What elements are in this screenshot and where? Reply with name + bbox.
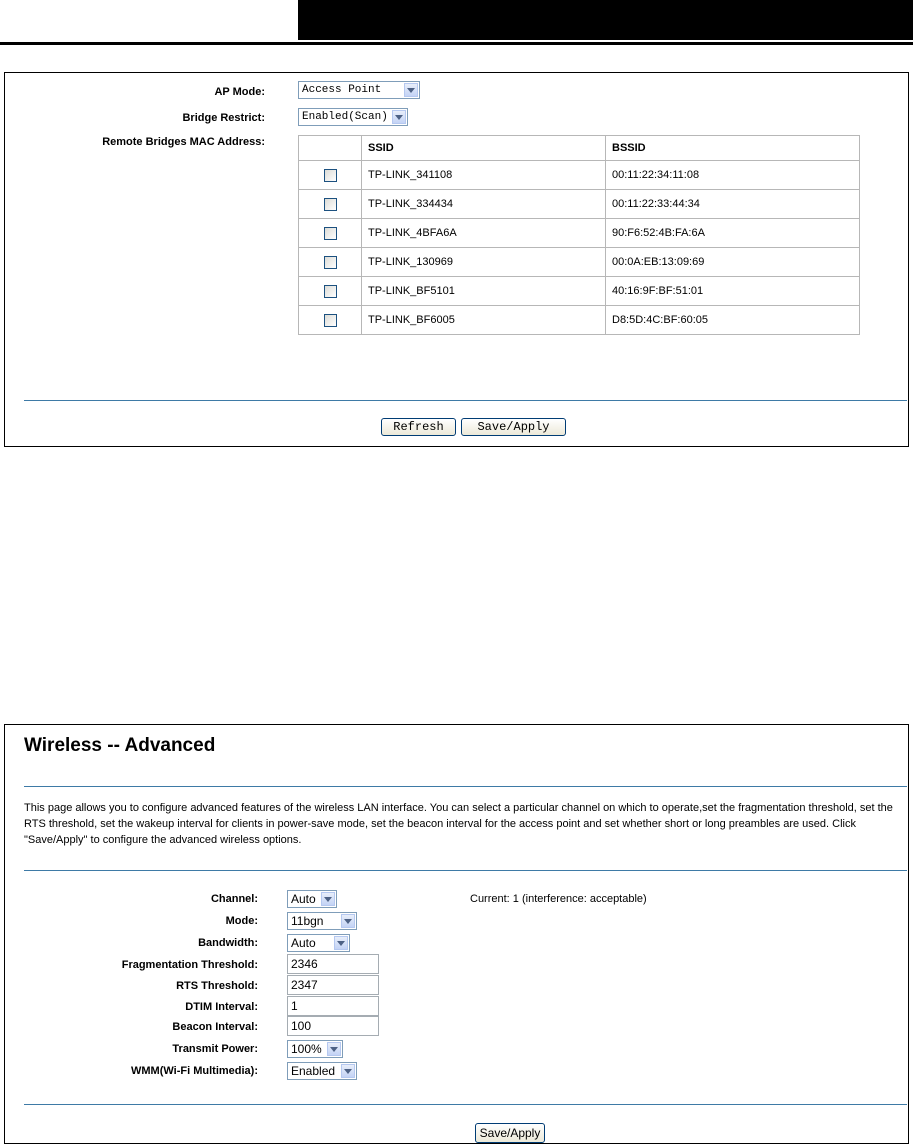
- ssid-cell: TP-LINK_BF5101: [362, 277, 606, 306]
- bridge-restrict-value: Enabled(Scan): [302, 111, 388, 123]
- table-row: [299, 277, 860, 306]
- rts-label: RTS Threshold:: [176, 980, 258, 992]
- wmm-value: Enabled: [291, 1064, 336, 1078]
- advanced-bottom-divider: [24, 1104, 907, 1105]
- row-select-cell: [299, 161, 362, 190]
- table-header-bssid: BSSID: [606, 136, 860, 161]
- transmit-power-value: 100%: [291, 1042, 322, 1056]
- table-row: [299, 248, 860, 277]
- channel-select[interactable]: [287, 890, 337, 908]
- row-checkbox[interactable]: [324, 227, 337, 240]
- title-divider: [24, 786, 907, 787]
- chevron-down-icon: [341, 1064, 355, 1078]
- bssid-cell: 40:16:9F:BF:51:01: [606, 277, 860, 306]
- ssid-cell: TP-LINK_130969: [362, 248, 606, 277]
- bandwidth-value: Auto: [291, 936, 316, 950]
- table-row: [299, 161, 860, 190]
- wmm-label: WMM(Wi-Fi Multimedia):: [131, 1065, 258, 1077]
- ap-mode-select[interactable]: [298, 81, 420, 99]
- table-header-row: [299, 136, 860, 161]
- advanced-save-apply-button[interactable]: Save/Apply: [475, 1123, 545, 1143]
- page-title: Wireless -- Advanced: [24, 735, 216, 756]
- chevron-down-icon: [321, 892, 335, 906]
- bridge-restrict-label: Bridge Restrict:: [182, 112, 265, 124]
- ssid-cell: TP-LINK_341108: [362, 161, 606, 190]
- row-select-cell: [299, 248, 362, 277]
- page-description: This page allows you to configure advanced features of the wireless LAN interface. You can select a particular channel on which to operate,set the fragmentation threshold, set the RTS threshold, set the wakeup interval for clients in power-save mode, set the beacon interval for the access point and set whether short or long preambles are used. Click "Save/Apply" to configure the advanced wireless options.: [24, 802, 893, 846]
- ap-mode-label: AP Mode:: [214, 86, 265, 98]
- mode-label: Mode:: [225, 915, 258, 927]
- remote-mac-label: Remote Bridges MAC Address:: [102, 136, 265, 148]
- row-checkbox[interactable]: [324, 285, 337, 298]
- table-row: [299, 190, 860, 219]
- dtim-label: DTIM Interval:: [185, 1001, 258, 1013]
- document-header-bar: [298, 0, 913, 40]
- table-row: [299, 219, 860, 248]
- row-checkbox[interactable]: [324, 169, 337, 182]
- chevron-down-icon: [341, 914, 355, 928]
- chevron-down-icon: [327, 1042, 341, 1056]
- wmm-select[interactable]: [287, 1062, 357, 1080]
- chevron-down-icon: [404, 83, 418, 97]
- rts-input[interactable]: 2347: [287, 975, 379, 995]
- table-header-ssid: SSID: [362, 136, 606, 161]
- ssid-cell: TP-LINK_334434: [362, 190, 606, 219]
- ap-mode-value: Access Point: [302, 84, 382, 96]
- bssid-cell: 00:0A:EB:13:09:69: [606, 248, 860, 277]
- bssid-cell: 90:F6:52:4B:FA:6A: [606, 219, 860, 248]
- ssid-cell: TP-LINK_BF6005: [362, 306, 606, 335]
- row-select-cell: [299, 277, 362, 306]
- ap-panel-divider: [24, 400, 907, 401]
- table-row: [299, 306, 860, 335]
- refresh-button[interactable]: Refresh: [381, 418, 456, 436]
- remote-bridges-table: [298, 135, 860, 335]
- row-checkbox[interactable]: [324, 256, 337, 269]
- row-select-cell: [299, 219, 362, 248]
- fragmentation-label: Fragmentation Threshold:: [121, 959, 258, 971]
- row-select-cell: [299, 306, 362, 335]
- chevron-down-icon: [334, 936, 348, 950]
- beacon-label: Beacon Interval:: [172, 1021, 258, 1033]
- transmit-power-label: Transmit Power:: [172, 1043, 258, 1055]
- mode-value: 11bgn: [291, 914, 324, 928]
- bssid-cell: 00:11:22:33:44:34: [606, 190, 860, 219]
- row-checkbox[interactable]: [324, 198, 337, 211]
- row-checkbox[interactable]: [324, 314, 337, 327]
- mode-select[interactable]: [287, 912, 357, 930]
- dtim-input[interactable]: 1: [287, 996, 379, 1016]
- ap-save-apply-button[interactable]: Save/Apply: [461, 418, 566, 436]
- fragmentation-input[interactable]: 2346: [287, 954, 379, 974]
- table-header-select: [299, 136, 362, 161]
- description-divider: [24, 870, 907, 871]
- channel-value: Auto: [291, 892, 316, 906]
- beacon-input[interactable]: 100: [287, 1016, 379, 1036]
- ssid-cell: TP-LINK_4BFA6A: [362, 219, 606, 248]
- bridge-restrict-select[interactable]: [298, 108, 408, 126]
- header-rule: [0, 42, 913, 45]
- current-channel-status: Current: 1 (interference: acceptable): [470, 893, 647, 905]
- bssid-cell: 00:11:22:34:11:08: [606, 161, 860, 190]
- wireless-advanced-panel: [4, 724, 909, 1144]
- bandwidth-label: Bandwidth:: [198, 937, 258, 949]
- bssid-cell: D8:5D:4C:BF:60:05: [606, 306, 860, 335]
- chevron-down-icon: [392, 110, 406, 124]
- row-select-cell: [299, 190, 362, 219]
- transmit-power-select[interactable]: [287, 1040, 343, 1058]
- bandwidth-select[interactable]: [287, 934, 350, 952]
- channel-label: Channel:: [210, 893, 258, 905]
